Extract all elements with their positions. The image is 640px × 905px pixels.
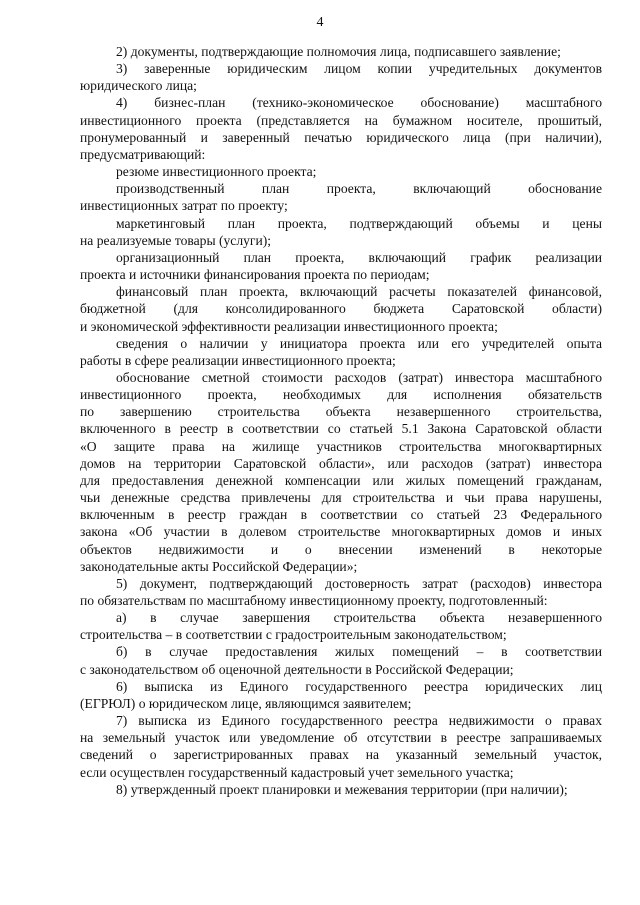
paragraph xyxy=(80,163,602,180)
paragraph xyxy=(80,609,602,643)
paragraph xyxy=(80,575,602,609)
text-line: производственный план проекта, включающий обоснование xyxy=(116,181,602,197)
text-line: 5) документ, подтверждающий достоверность затрат (расходов) инвестора xyxy=(116,575,602,591)
text-line: с законодательством об оценочной деятельности в Российской Федерации; xyxy=(80,661,514,677)
page-number: 4 xyxy=(316,15,324,30)
text-line: 7) выписка из Единого государственного реестра недвижимости о правах xyxy=(116,713,602,729)
text-line: (ЕГРЮЛ) о юридическом лице, являющимся заявителем; xyxy=(80,695,412,711)
text-line: бюджетной (для консолидированного бюджета Саратовской области) xyxy=(80,301,602,317)
text-line: маркетинговый план проекта, подтверждающий объемы и цены xyxy=(116,215,602,231)
text-line: чьи денежные средства привлечены для строительства и чьи права нарушены, xyxy=(80,490,602,506)
text-line: включенным в реестр граждан в соответствии со статьей 23 Федерального xyxy=(80,507,602,523)
text-line: включенного в реестр в соответствии со статьей 5.1 Закона Саратовской области xyxy=(80,421,602,437)
text-line: проекта и источники финансирования проекта по периодам; xyxy=(80,267,430,283)
text-line: по обязательствам по масштабному инвестиционному проекту, подготовленный: xyxy=(80,593,548,608)
text-line: «О защите права на жилище участников строительства многоквартирных xyxy=(80,438,602,454)
text-line: работы в сфере реализации инвестиционного проекта; xyxy=(80,352,396,368)
text-line: резюме инвестиционного проекта; xyxy=(116,164,317,180)
text-line: на земельный участок или уведомление об отсутствии в реестре запрашиваемых xyxy=(80,730,602,746)
text-line: инвестиционного проекта (представляется на бумажном носителе, прошитый, xyxy=(80,112,602,128)
paragraph xyxy=(80,249,602,283)
paragraph xyxy=(80,712,602,781)
text-line: сведения о наличии у инициатора проекта или его учредителей опыта xyxy=(116,335,602,351)
paragraph xyxy=(80,60,602,94)
paragraph xyxy=(80,643,602,677)
text-line: финансовый план проекта, включающий расчеты показателей финансовой, xyxy=(116,284,602,300)
paragraph xyxy=(80,283,602,334)
text-line: организационный план проекта, включающий график реализации xyxy=(116,249,602,265)
text-line: предусматривающий: xyxy=(80,146,206,162)
text-line: а) в случае завершения строительства объекта незавершенного xyxy=(116,610,602,626)
text-line: по завершению строительства объекта незавершенного строительства, xyxy=(80,404,602,420)
text-line: сведений о зарегистрированных правах на указанный земельный участок, xyxy=(80,747,602,763)
text-line: если осуществлен государственный кадастровый учет земельного участка; xyxy=(80,764,514,780)
document-body xyxy=(80,43,602,798)
text-line: инвестиционного проекта, необходимых для исполнения обязательств xyxy=(80,387,602,403)
paragraph xyxy=(80,369,602,575)
text-line: 2) документы, подтверждающие полномочия лица, подписавшего заявление; xyxy=(116,44,561,59)
text-line: закона «Об участии в долевом строительстве многоквартирных домов и иных xyxy=(80,524,602,540)
text-line: для предоставления денежной компенсации или жилых помещений гражданам, xyxy=(80,472,602,488)
text-line: б) в случае предоставления жилых помещений – в соответствии xyxy=(116,644,602,660)
paragraph xyxy=(80,215,602,249)
text-line: инвестиционных затрат по проекту; xyxy=(80,198,288,214)
text-line: 4) бизнес-план (технико-экономическое обоснование) масштабного xyxy=(116,95,602,111)
text-line: 8) утвержденный проект планировки и межевания территории (при наличии); xyxy=(116,781,568,797)
paragraph xyxy=(80,180,602,214)
text-line: на реализуемые товары (услуги); xyxy=(80,232,272,248)
paragraph xyxy=(80,781,602,798)
paragraph xyxy=(80,94,602,163)
text-line: законодательные акты Российской Федерации»; xyxy=(80,558,358,574)
text-line: пронумерованный и заверенный печатью юридического лица (при наличии), xyxy=(80,129,602,145)
paragraph xyxy=(80,335,602,369)
text-line: объектов недвижимости и о внесении изменений в некоторые xyxy=(80,541,602,557)
text-line: строительства – в соответствии с градостроительным законодательством; xyxy=(80,627,507,643)
text-line: юридического лица; xyxy=(80,78,197,94)
text-line: домов на территории Саратовской области», или расходов (затрат) инвестора xyxy=(80,455,602,471)
paragraph xyxy=(80,43,602,60)
text-line: и экономической эффективности реализации инвестиционного проекта; xyxy=(80,318,498,334)
text-line: 6) выписка из Единого государственного реестра юридических лиц xyxy=(116,678,602,694)
text-line: обоснование сметной стоимости расходов (затрат) инвестора масштабного xyxy=(116,369,602,385)
paragraph xyxy=(80,678,602,712)
text-line: 3) заверенные юридическим лицом копии учредительных документов xyxy=(116,61,602,77)
